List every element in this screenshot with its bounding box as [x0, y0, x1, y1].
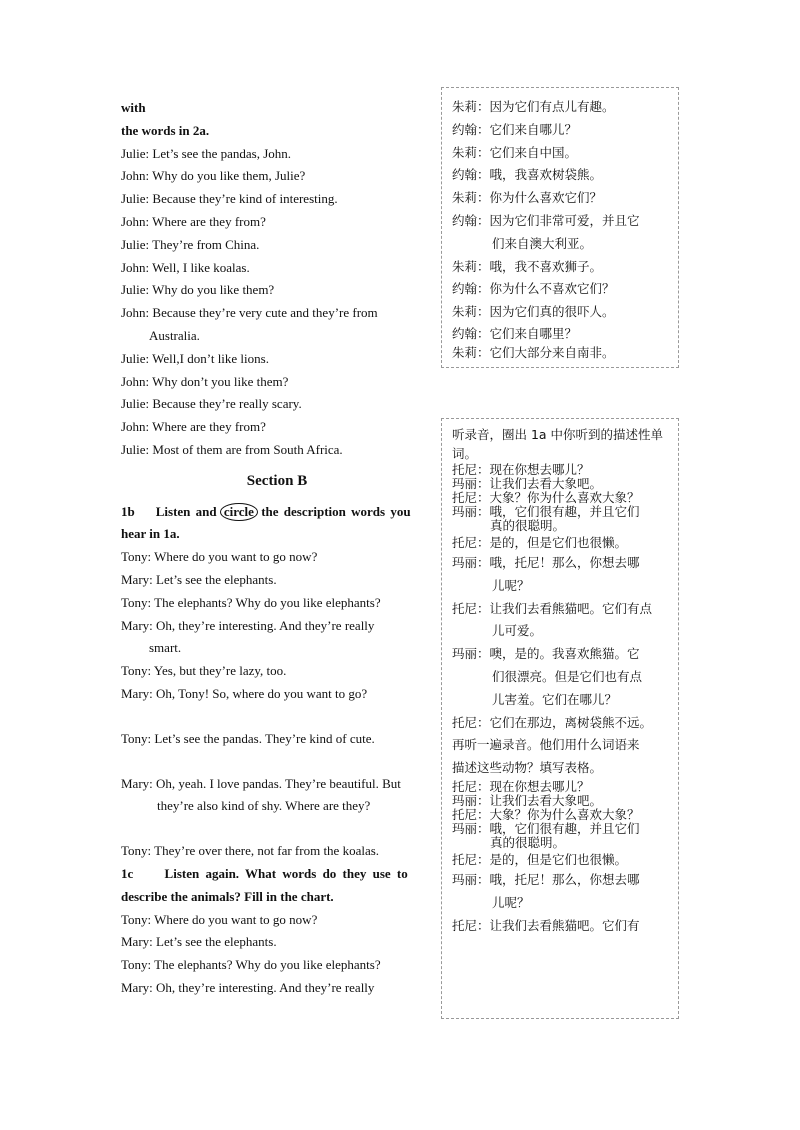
- translation-heading: 再听一遍录音。他们用什么词语来: [452, 737, 640, 753]
- spacer: [121, 751, 433, 773]
- translation-line: 约翰：因为它们非常可爱，并且它: [452, 212, 640, 228]
- translation-line: 托尼：现在你想去哪儿？: [452, 778, 590, 794]
- instruction-text: Listen again. What words do they use to: [164, 865, 408, 881]
- translation-line: 托尼：是的，但是它们也很懒。: [452, 851, 628, 867]
- translation-line: 托尼：让我们去看熊猫吧。它们有点: [452, 600, 653, 616]
- dialog-line: Tony: Yes, but they’re lazy, too.: [121, 663, 287, 679]
- translation-line: 玛丽：哦，它们很有趣，并且它们: [452, 820, 640, 836]
- translation-line: 玛丽：让我们去看大象吧。: [452, 476, 603, 491]
- instruction-text: hear in 1a.: [121, 526, 180, 542]
- translation-line: 们很漂亮。但是它们也有点: [492, 668, 643, 684]
- translation-line: 玛丽：让我们去看大象吧。: [452, 792, 603, 808]
- translation-line: 朱莉：它们来自中国。: [452, 144, 578, 160]
- translation-line: 儿可爱。: [492, 623, 543, 639]
- dialog-line: Tony: The elephants? Why do you like elephants?: [121, 594, 381, 610]
- intro-line: with: [121, 100, 146, 115]
- translation-line: 儿呢？: [492, 577, 530, 593]
- dialog-line: they’re also kind of shy. Where are they?: [157, 798, 371, 814]
- dialog-line: Australia.: [149, 327, 200, 343]
- translation-line: 朱莉：因为它们有点儿有趣。: [452, 99, 615, 114]
- dialog-line: John: Well, I like koalas.: [121, 259, 250, 275]
- dialog-line: Tony: The elephants? Why do you like elephants?: [121, 957, 381, 973]
- translation-line: 约翰：它们来自哪里？: [452, 325, 578, 341]
- dialog-line: Mary: Oh, yeah. I love pandas. They’re beautiful. But: [121, 775, 401, 791]
- spacer: [121, 706, 433, 728]
- dialog-line: Mary: Oh, they’re interesting. And they’re really: [121, 617, 375, 633]
- translation-line: 玛丽：哦，托尼！那么，你想去哪: [452, 871, 640, 887]
- exercise-1b-instruction: [121, 501, 433, 524]
- dialog-line: Mary: Oh, Tony! So, where do you want to go?: [121, 685, 368, 701]
- translation-line: 朱莉：因为它们真的很吓人。: [452, 304, 615, 320]
- exercise-1c-instruction: [121, 863, 433, 886]
- translation-line: 玛丽：噢，是的。我喜欢熊猫。它: [452, 646, 640, 662]
- dialog-line: Julie: Because they’re really scary.: [121, 396, 302, 412]
- translation-line: 们来自澳大利亚。: [492, 235, 593, 251]
- exercise-number: 1b: [121, 503, 135, 519]
- english-column: [121, 97, 433, 1000]
- translation-line: 托尼：大象？你为什么喜欢大象？: [452, 806, 640, 822]
- dialog-line: Tony: Where do you want to go now?: [121, 911, 318, 927]
- translation-line: 托尼：它们在那边，离树袋熊不远。: [452, 714, 653, 730]
- dialog-line: Julie: Why do you like them?: [121, 282, 275, 298]
- dialog-line: Julie: Most of them are from South Africa.: [121, 441, 343, 457]
- translation-line: 约翰：哦，我喜欢树袋熊。: [452, 167, 603, 183]
- dialog-line: Julie: Well,I don’t like lions.: [121, 350, 269, 366]
- spacer: [121, 818, 433, 840]
- dialog-line: Julie: Let’s see the pandas, John.: [121, 145, 292, 161]
- translation-line: 托尼：大象？你为什么喜欢大象？: [452, 490, 640, 505]
- circled-word: circle: [220, 503, 258, 521]
- dialog-line: John: Where are they from?: [121, 213, 266, 229]
- translation-box-1: [441, 87, 679, 368]
- translation-line: 真的很聪明。: [490, 834, 566, 850]
- dialog-line: Julie: They’re from China.: [121, 236, 260, 252]
- translation-line: 儿害羞。它们在哪儿？: [492, 691, 618, 707]
- instruction-text: the description words you: [261, 503, 411, 519]
- exercise-number: 1c: [121, 865, 134, 881]
- instruction-text: Listen and: [155, 503, 217, 519]
- dialog-line: Julie: Because they’re kind of interesting.: [121, 191, 338, 207]
- translation-heading: 听录音，圈出 1a 中你听到的描述性单词。: [452, 427, 664, 461]
- translation-line: 朱莉：它们大部分来自南非。: [452, 344, 615, 360]
- instruction-text: describe the animals? Fill in the chart.: [121, 888, 334, 904]
- dialog-line: John: Why don’t you like them?: [121, 373, 289, 389]
- translation-line: 真的很聪明。: [490, 518, 566, 533]
- intro-line: the words in 2a.: [121, 122, 210, 138]
- dialog-line: Tony: Let’s see the pandas. They’re kind of cute.: [121, 730, 375, 746]
- translation-line: 儿呢？: [492, 894, 530, 910]
- section-title: Section B: [246, 472, 308, 489]
- dialog-line: John: Why do you like them, Julie?: [121, 168, 306, 184]
- translation-line: 托尼：是的，但是它们也很懒。: [452, 535, 628, 550]
- translation-line: 朱莉：哦，我不喜欢狮子。: [452, 258, 603, 274]
- dialog-line: smart.: [149, 640, 182, 656]
- translation-line: 玛丽：哦，托尼！那么，你想去哪: [452, 555, 640, 570]
- translation-line: 约翰：你为什么不喜欢它们？: [452, 281, 615, 297]
- translation-heading: 描述这些动物？填写表格。: [452, 760, 603, 776]
- translation-box-2: [441, 418, 679, 1019]
- translation-line: 约翰：它们来自哪儿？: [452, 121, 578, 137]
- dialog-line: Tony: Where do you want to go now?: [121, 549, 318, 565]
- dialog-line: Mary: Let’s see the elephants.: [121, 571, 277, 587]
- translation-line: 玛丽：哦，它们很有趣，并且它们: [452, 504, 640, 519]
- translation-line: 托尼：让我们去看熊猫吧。它们有: [452, 917, 640, 933]
- translation-line: 朱莉：你为什么喜欢它们？: [452, 190, 603, 206]
- dialog-line: Tony: They’re over there, not far from the koalas.: [121, 843, 380, 859]
- translation-line: 托尼：现在你想去哪儿？: [452, 462, 590, 477]
- dialog-line: John: Because they’re very cute and they’re from: [121, 305, 378, 321]
- dialog-line: Mary: Let’s see the elephants.: [121, 934, 277, 950]
- dialog-line: Mary: Oh, they’re interesting. And they’re really: [121, 979, 375, 995]
- dialog-line: John: Where are they from?: [121, 419, 266, 435]
